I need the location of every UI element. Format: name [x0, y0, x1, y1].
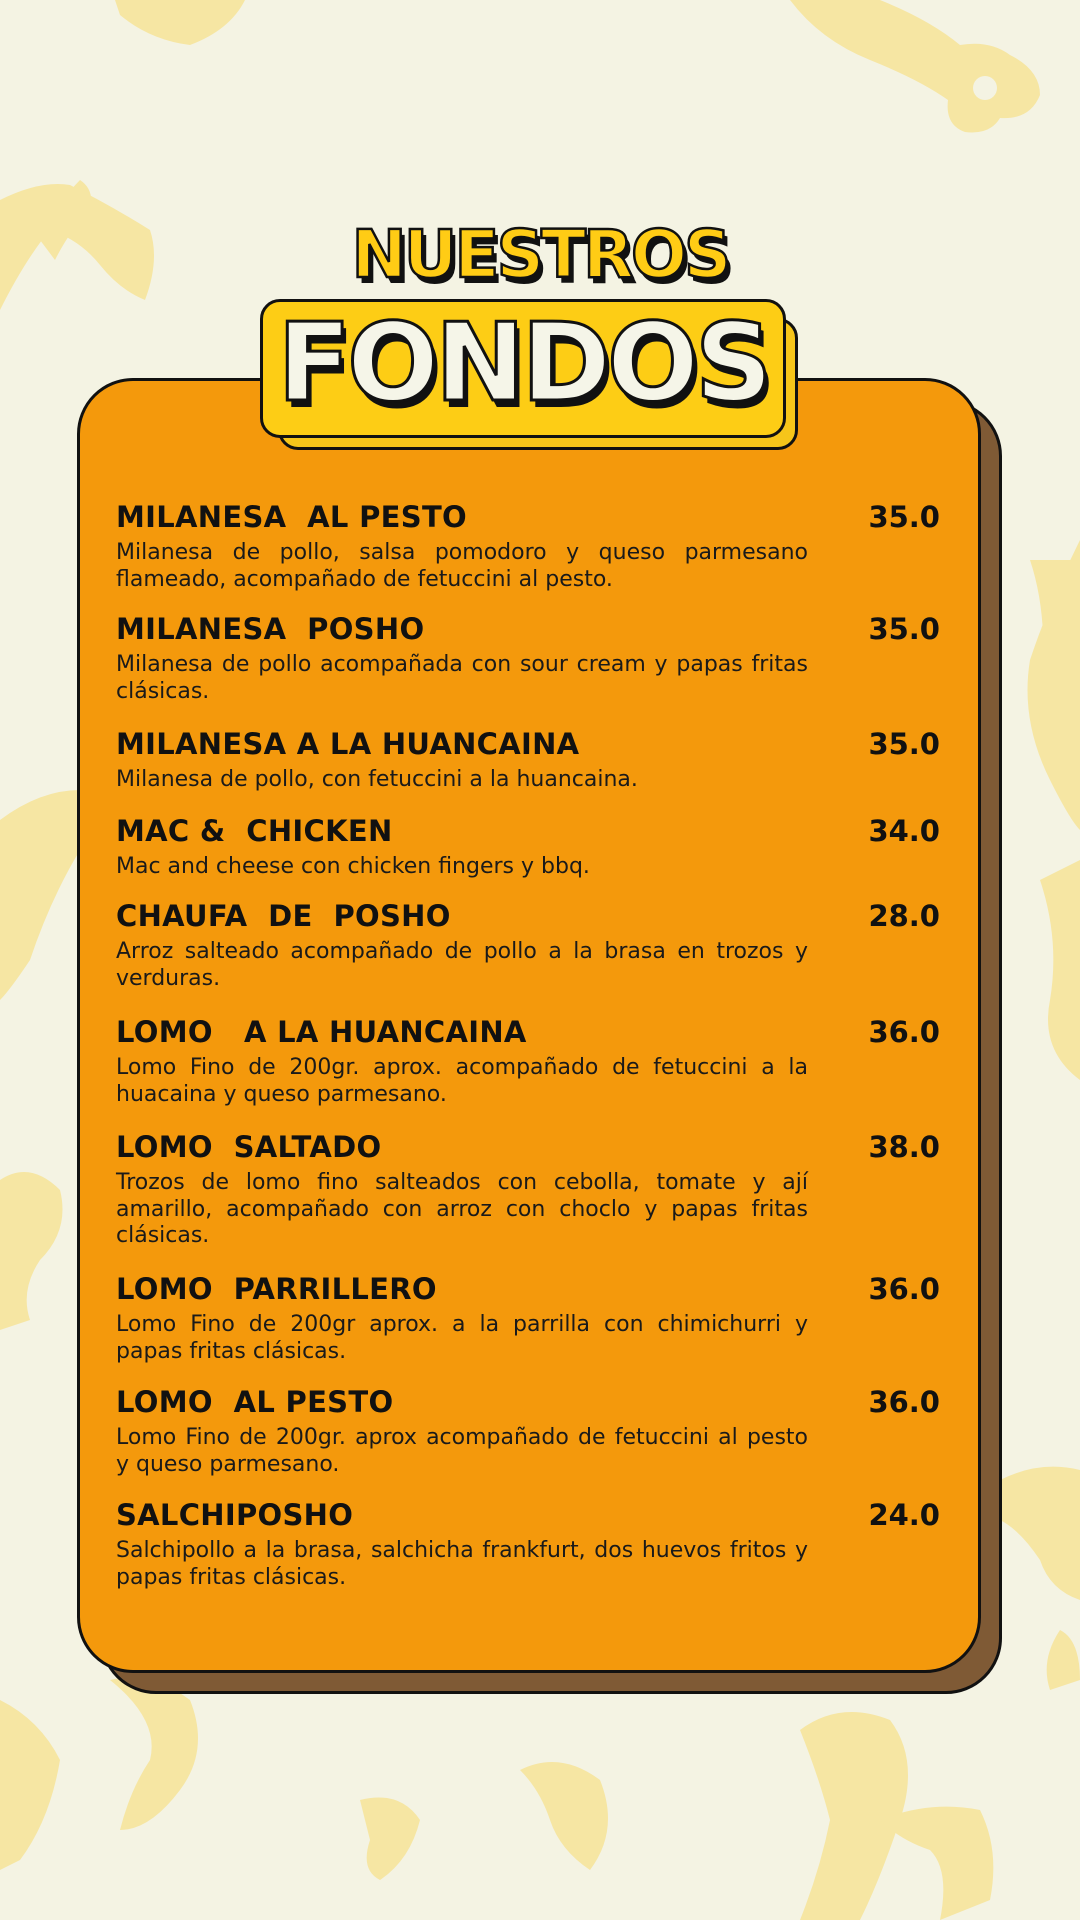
menu-item-price: 35.0: [868, 500, 940, 534]
menu-item-price: 28.0: [868, 899, 940, 933]
menu-item-description: Milanesa de pollo, salsa pomodoro y queso parmesano flameado, acompañado de fetuccini al pesto.: [116, 540, 808, 592]
menu-item-name: LOMO A LA HUANCAINA: [116, 1015, 527, 1049]
menu-item-price: 24.0: [868, 1498, 940, 1532]
menu-item-price: 34.0: [868, 814, 940, 848]
menu-item-price: 38.0: [868, 1130, 940, 1164]
menu-item-description: Salchipollo a la brasa, salchicha frankfurt, dos huevos fritos y papas fritas clásicas.: [116, 1538, 808, 1590]
menu-item-description: Trozos de lomo fino salteados con cebolla, tomate y ají amarillo, acompañado con arroz con choclo y papas fritas clásicas.: [116, 1170, 808, 1248]
menu-item-name: CHAUFA DE POSHO: [116, 899, 451, 933]
menu-item-description: Arroz salteado acompañado de pollo a la brasa en trozos y verduras.: [116, 939, 808, 991]
menu-item-description: Lomo Fino de 200gr. aprox acompañado de fetuccini al pesto y queso parmesano.: [116, 1425, 808, 1477]
menu-item-price: 36.0: [868, 1385, 940, 1419]
menu-item-description: Lomo Fino de 200gr aprox. a la parrilla con chimichurri y papas fritas clásicas.: [116, 1312, 808, 1364]
menu-item-price: 36.0: [868, 1272, 940, 1306]
menu-item-description: Lomo Fino de 200gr. aprox. acompañado de fetuccini a la huacaina y queso parmesano.: [116, 1055, 808, 1107]
menu-item-description: Milanesa de pollo acompañada con sour cream y papas fritas clásicas.: [116, 652, 808, 704]
menu-item-name: LOMO AL PESTO: [116, 1385, 394, 1419]
menu-item-price: 35.0: [868, 727, 940, 761]
drumstick-icon: [790, 0, 1040, 132]
menu-item-price: 35.0: [868, 612, 940, 646]
squiggle-icon: [0, 1172, 63, 1330]
menu-item-name: SALCHIPOSHO: [116, 1498, 354, 1532]
food-illustration-icon: [115, 0, 245, 45]
menu-item-name: MAC & CHICKEN: [116, 814, 393, 848]
title-banner: [260, 299, 786, 438]
menu-item-name: MILANESA A LA HUANCAINA: [116, 727, 580, 761]
menu-item-price: 36.0: [868, 1015, 940, 1049]
menu-item-name: MILANESA AL PESTO: [116, 500, 467, 534]
menu-item-name: MILANESA POSHO: [116, 612, 425, 646]
menu-item-description: Mac and cheese con chicken fingers y bbq.: [116, 854, 590, 879]
menu-item-description: Milanesa de pollo, con fetuccini a la huancaina.: [116, 767, 638, 792]
title-fondos: FONDOS: [277, 300, 769, 426]
menu-item-name: LOMO PARRILLERO: [116, 1272, 437, 1306]
menu-item-name: LOMO SALTADO: [116, 1130, 382, 1164]
title-nuestros: NUESTROS: [351, 216, 729, 293]
